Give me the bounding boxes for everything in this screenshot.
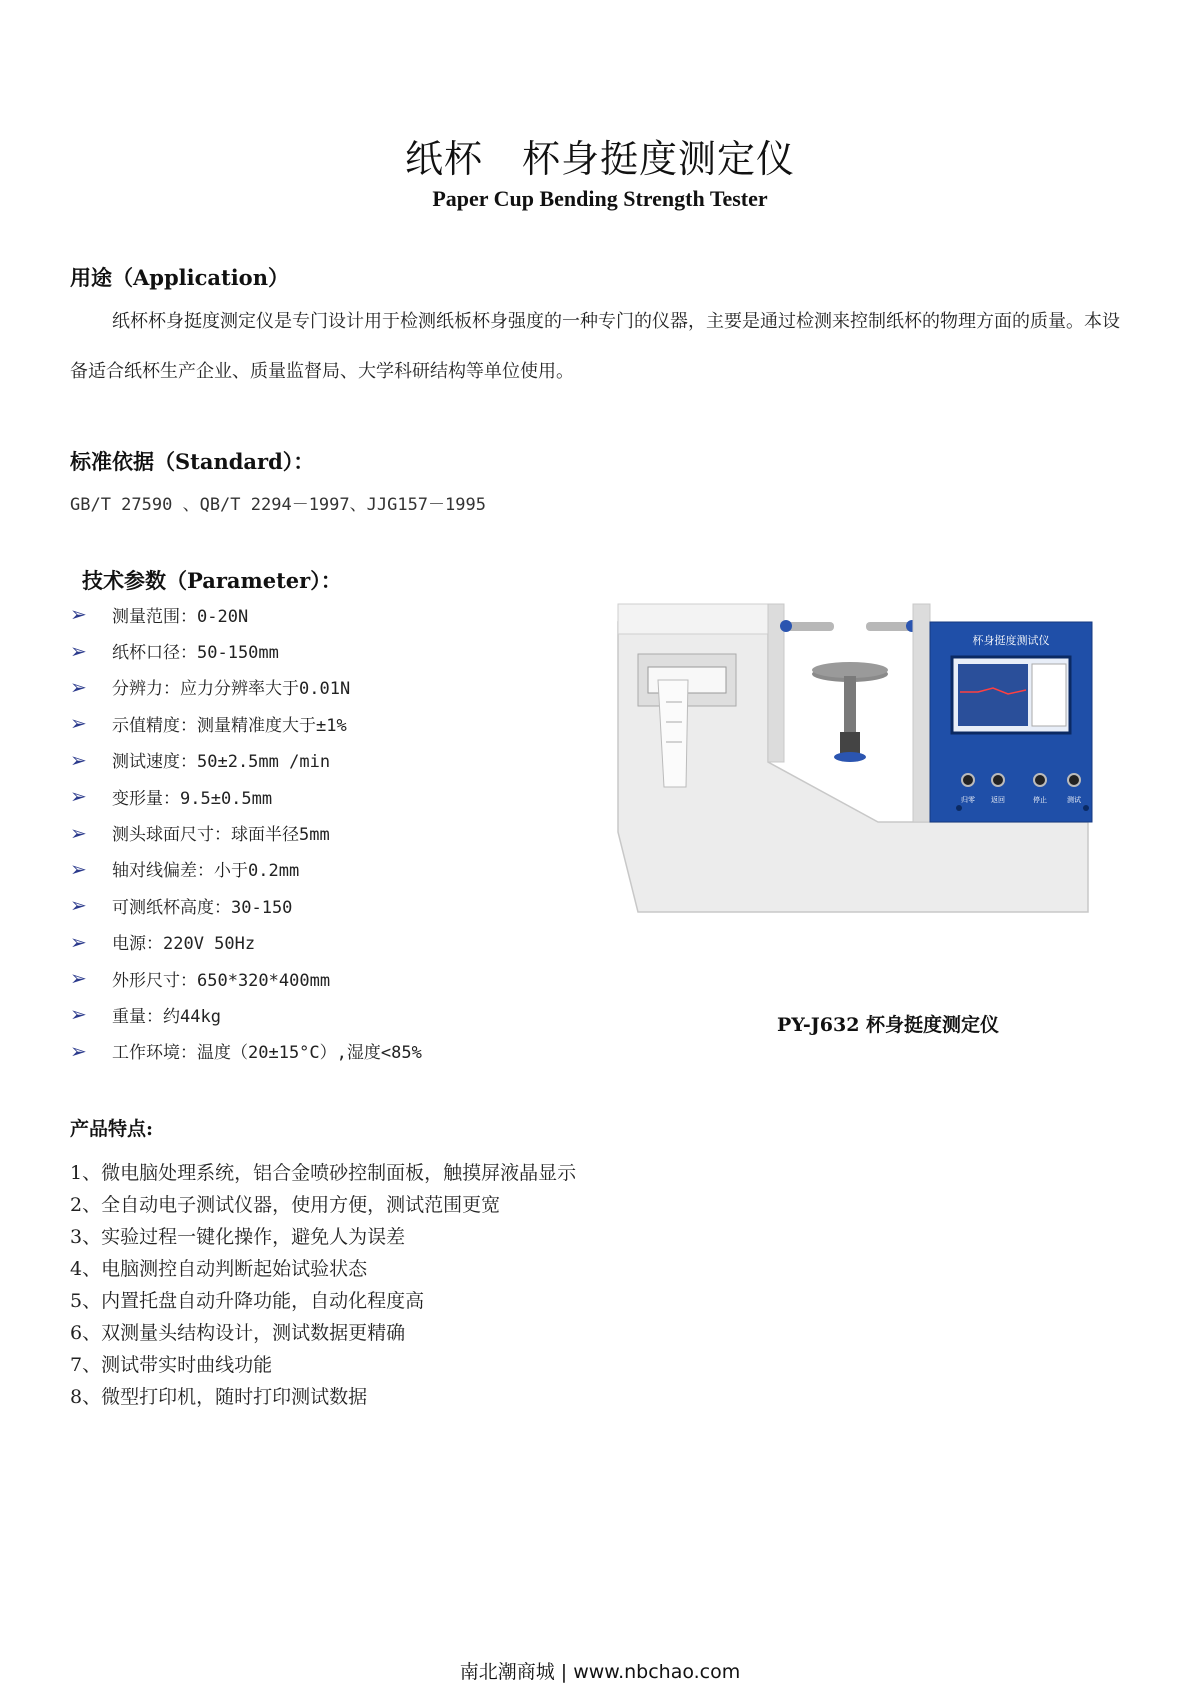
feature-item: 5、内置托盘自动升降功能，自动化程度高 — [70, 1289, 425, 1312]
parameter-item — [70, 632, 422, 668]
parameter-text: 轴对线偏差：小于0.2mm — [112, 861, 300, 882]
parameter-text: 示值精度：测量精准度大于±1% — [112, 715, 347, 736]
parameter-text: 测量范围：0-20N — [112, 606, 249, 627]
arrow-right-icon: ➢ — [70, 747, 87, 772]
arrow-right-icon: ➢ — [70, 966, 87, 991]
arrow-right-icon: ➢ — [70, 1002, 87, 1027]
parameter-text: 外形尺寸：650*320*400mm — [112, 970, 331, 991]
parameter-item — [70, 851, 422, 887]
parameter-item — [70, 924, 422, 960]
panel-title: 杯身挺度测试仪 — [972, 634, 1050, 647]
panel-button-knob — [962, 774, 974, 786]
parameter-text: 测头球面尺寸：球面半径5mm — [112, 825, 330, 846]
parameter-text: 电源：220V 50Hz — [112, 934, 256, 955]
parameter-item — [70, 996, 422, 1032]
panel-button-knob — [992, 774, 1004, 786]
feature-item: 1、微电脑处理系统，铝合金喷砂控制面板，触摸屏液晶显示 — [70, 1161, 577, 1184]
feature-item: 8、微型打印机，随时打印测试数据 — [70, 1385, 368, 1408]
parameter-item — [70, 778, 422, 814]
feature-item: 7、测试带实时曲线功能 — [70, 1353, 273, 1376]
arrow-right-icon: ➢ — [70, 893, 87, 918]
features-list — [70, 1155, 576, 1411]
application-text — [70, 297, 1130, 397]
parameter-text: 测试速度：50±2.5mm /min — [112, 752, 331, 773]
panel-button-label: 归零 — [961, 796, 975, 804]
parameter-item — [70, 814, 422, 850]
parameter-item — [70, 596, 422, 632]
panel-button-label: 返回 — [991, 796, 1005, 804]
product-photo — [608, 582, 1108, 922]
parameter-text: 纸杯口径：50-150mm — [112, 643, 279, 664]
standard-heading: 标准依据（Standard）： — [70, 449, 315, 474]
photo-caption: PY-J632 杯身挺度测定仪 — [776, 1014, 1000, 1036]
arrow-right-icon: ➢ — [70, 1038, 87, 1063]
panel-button-label: 测试 — [1067, 796, 1081, 804]
parameter-text: 工作环境：温度（20±15°C）,湿度<85% — [112, 1043, 422, 1064]
arrow-right-icon: ➢ — [70, 929, 87, 954]
arrow-right-icon: ➢ — [70, 674, 87, 699]
feature-item: 4、电脑测控自动判断起始试验状态 — [70, 1257, 368, 1280]
parameter-item — [70, 705, 422, 741]
parameters-heading: 技术参数（Parameter）： — [82, 568, 342, 593]
feature-item: 6、双测量头结构设计，测试数据更精确 — [70, 1321, 406, 1344]
panel-button-label: 停止 — [1033, 796, 1047, 804]
features-heading: 产品特点: — [70, 1118, 154, 1140]
panel-button-knob — [1034, 774, 1046, 786]
standard-text: GB/T 27590 、QB/T 2294－1997、JJG157－1995 — [70, 495, 486, 515]
parameter-text: 分辨力：应力分辨率大于0.01N — [112, 679, 351, 700]
arrow-right-icon: ➢ — [70, 602, 87, 627]
arrow-right-icon: ➢ — [70, 784, 87, 809]
feature-item: 3、实验过程一键化操作，避免人为误差 — [70, 1225, 406, 1248]
application-heading: 用途（Application） — [70, 265, 289, 290]
arrow-right-icon: ➢ — [70, 820, 87, 845]
parameter-text: 可测纸杯高度：30-150 — [112, 897, 293, 918]
page-title: 纸杯 杯身挺度测定仪 — [404, 137, 795, 181]
parameter-text: 重量：约44kg — [112, 1006, 221, 1027]
parameter-item — [70, 669, 422, 705]
arrow-right-icon: ➢ — [70, 638, 87, 663]
arrow-right-icon: ➢ — [70, 856, 87, 881]
parameter-item — [70, 960, 422, 996]
parameters-list — [70, 596, 422, 1069]
feature-item: 2、全自动电子测试仪器，使用方便，测试范围更宽 — [70, 1193, 501, 1216]
panel-button-knob — [1068, 774, 1080, 786]
arrow-right-icon: ➢ — [70, 711, 87, 736]
parameter-item — [70, 1033, 422, 1069]
parameter-item — [70, 742, 422, 778]
parameter-item — [70, 887, 422, 923]
parameter-text: 变形量：9.5±0.5mm — [112, 788, 273, 809]
page-subtitle-en: Paper Cup Bending Strength Tester — [432, 186, 768, 211]
footer: 南北潮商城 | www.nbchao.com — [459, 1661, 741, 1683]
application-text-body: 纸杯杯身挺度测定仪是专门设计用于检测纸板杯身强度的一种专门的仪器，主要是通过检测来控制纸杯的物理方面的质量。本设备适合纸杯生产企业、质量监督局、大学科研结构等单位使用。 — [70, 311, 1120, 382]
